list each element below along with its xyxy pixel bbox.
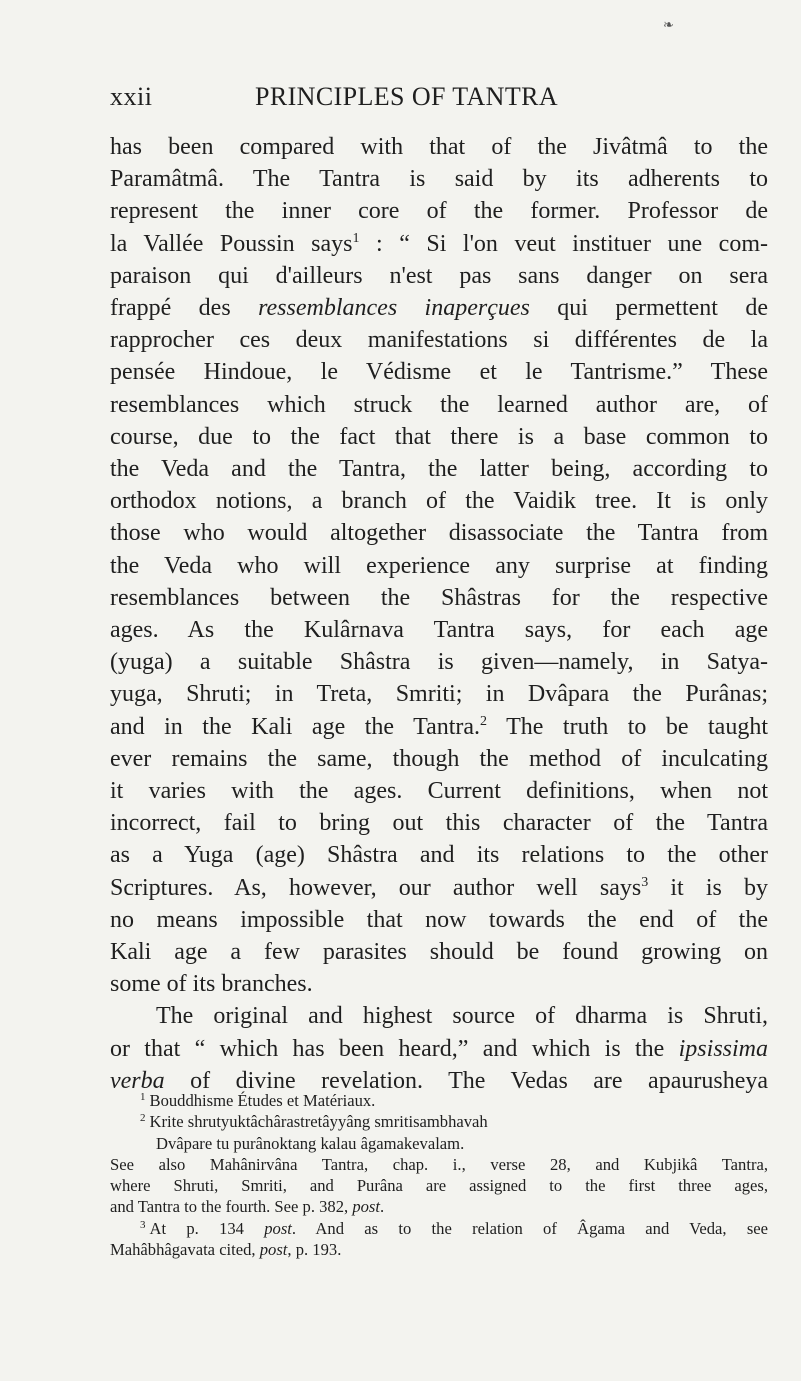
text-line: la Vallée Poussin says$^1$ : “ Si l'on veut instituer une com-: [110, 230, 768, 257]
page-header: [110, 82, 760, 122]
footnote-1: $^1$ Bouddhisme Études et Matériaux.: [140, 1091, 376, 1110]
footnote-2-verse: Dvâpare tu purânoktang kalau âgamakevalam.: [156, 1133, 465, 1153]
text-line: no means impossible that now towards the end of the: [110, 906, 768, 933]
text-line: some of its branches.: [110, 971, 313, 998]
footnote-3: $^3$ At p. 134 post. And as to the relation of Âgama and Veda, see: [140, 1218, 769, 1238]
text-line: the Veda who will experience any surprise at finding: [110, 552, 768, 579]
footnotes: [110, 1090, 768, 1260]
text-line: rapprocher ces deux manifestations si différentes de la: [110, 327, 768, 354]
footnote-ref-1: 1: [352, 230, 360, 246]
running-title: PRINCIPLES OF TANTRA: [255, 82, 559, 111]
main-text: [110, 131, 768, 1097]
text-line: and in the Kali age the Tantra.$^2$ The truth to be taught: [110, 713, 769, 740]
italic-phrase: verba: [110, 1067, 165, 1094]
text-line: those who would altogether disassociate the Tantra from: [110, 520, 768, 547]
text-line: the Veda and the Tantra, the latter being, according to: [110, 456, 768, 483]
footnote-2-text: where Shruti, Smriti, and Purâna are assigned to the first three ages,: [110, 1176, 768, 1196]
text-line: or that “ which has been heard,” and which is the ipsissima: [110, 1035, 768, 1062]
text-line: paraison qui d'ailleurs n'est pas sans danger on sera: [110, 262, 768, 289]
text-line: as a Yuga (age) Shâstra and its relations to the other: [110, 842, 768, 869]
footnote-3-text: Mahâbhâgavata cited, post, p. 193.: [110, 1240, 342, 1260]
page-number: xxii: [110, 82, 153, 111]
text-line: incorrect, fail to bring out this character of the Tantra: [110, 810, 768, 837]
text-line: course, due to the fact that there is a base common to: [110, 423, 768, 450]
footnote-2: $^2$ Krite shrutyuktâchârastretâyyâng smritisambhavah: [140, 1112, 488, 1132]
italic-phrase: ipsissima: [678, 1035, 768, 1062]
text-line: Kali age a few parasites should be found growing on: [110, 939, 768, 966]
text-line: orthodox notions, a branch of the Vaidik tree. It is only: [110, 488, 768, 515]
text-line: ever remains the same, though the method of inculcating: [110, 745, 768, 772]
printer-ornament-icon: ❧: [663, 17, 674, 32]
italic-phrase: ressemblances inaperçues: [258, 295, 530, 322]
text-line: yuga, Shruti; in Treta, Smriti; in Dvâpara the Purânas;: [110, 681, 768, 708]
text-line: Paramâtmâ. The Tantra is said by its adherents to: [110, 166, 768, 193]
text-line: Scriptures. As, however, our author well says$^3$ it is by: [110, 874, 769, 901]
text-line: verba of divine revelation. The Vedas are apaurusheya: [110, 1067, 768, 1094]
footnote-2-text: and Tantra to the fourth. See p. 382, post.: [110, 1197, 385, 1217]
text-line: (yuga) a suitable Shâstra is given—namely, in Satya-: [110, 649, 768, 676]
footnote-ref-2: 2: [480, 713, 488, 729]
text-line: resemblances between the Shâstras for the respective: [110, 584, 768, 611]
text-line: resemblances which struck the learned author are, of: [110, 391, 768, 418]
text-line: it varies with the ages. Current definitions, when not: [110, 778, 768, 805]
text-line: has been compared with that of the Jivâtmâ to the: [110, 134, 768, 160]
text-line: pensée Hindoue, le Védisme et le Tantrisme.” These: [110, 359, 768, 386]
footnote-2-text: See also Mahânirvâna Tantra, chap. i., verse 28, and Kubjikâ Tantra,: [110, 1154, 768, 1174]
text-line: represent the inner core of the former. Professor de: [110, 198, 768, 225]
text-line: ages. As the Kulârnava Tantra says, for each age: [110, 617, 768, 644]
text-line: frappé des ressemblances inaperçues qui permettent de: [110, 295, 768, 322]
text-line: The original and highest source of dharma is Shruti,: [156, 1003, 768, 1030]
footnote-ref-3: 3: [641, 874, 649, 890]
